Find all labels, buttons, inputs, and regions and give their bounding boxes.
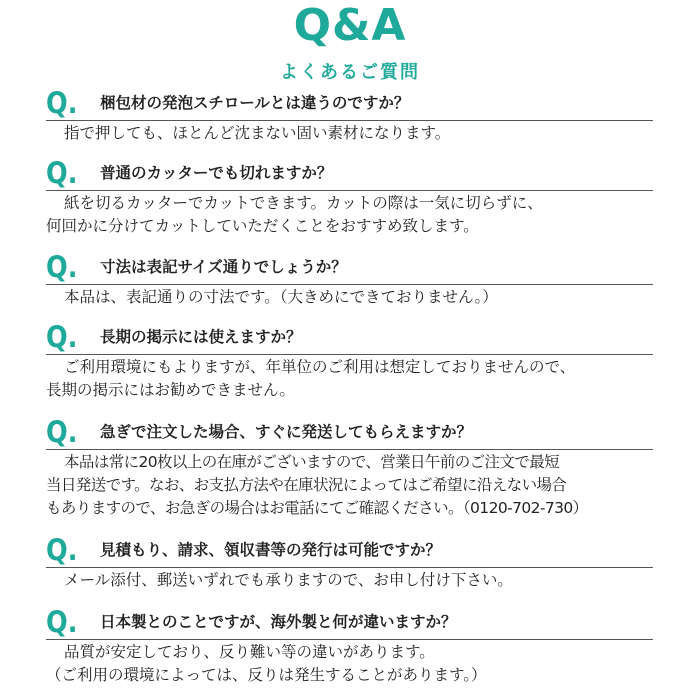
q-marker: Q. (46, 605, 78, 639)
answer-line: 品質が安定しており、反り難い等の違いがあります。 (64, 643, 435, 661)
question-text: 見積もり、請求、領収書等の発行は可能ですか？ (100, 541, 442, 559)
answer-text (46, 356, 696, 402)
answer-line: 何回かに分けてカットしていただくことをおすすめ致します。 (46, 217, 479, 235)
question-row (0, 250, 700, 284)
answer-text (46, 569, 696, 592)
question-row (0, 156, 700, 190)
divider (46, 190, 653, 191)
divider (46, 120, 653, 121)
page-subtitle: よくあるご質問 (280, 62, 420, 83)
question-text: 寸法は表記サイズ通りでしょうか？ (100, 258, 347, 276)
answer-line: 長期の掲示にはお勧めできません。 (46, 381, 295, 399)
question-row (0, 320, 700, 354)
question-text: 日本製とのことですが、海外製と何が違いますか？ (100, 613, 457, 631)
divider (46, 284, 653, 285)
answer-line: 本品は常に20枚以上の在庫がございますので、営業日午前のご注文で最短 (64, 453, 560, 471)
divider (46, 639, 653, 640)
answer-line: 本品は、表記通りの寸法です。（大きめにできておりません。） (64, 288, 498, 306)
question-text: 長期の掲示には使えますか？ (100, 328, 302, 346)
answer-line: （ご利用の環境によっては、反りは発生することがあります。） (46, 666, 487, 684)
answer-text (46, 641, 696, 687)
answer-text (46, 286, 696, 309)
answer-line: もありますので、お急ぎの場合はお電話にてご確認ください。（0120-702-730） (46, 499, 588, 517)
q-marker: Q. (46, 320, 78, 354)
q-marker: Q. (46, 415, 78, 449)
question-text: 普通のカッターでも切れますか？ (100, 164, 333, 182)
answer-line: ご利用環境にもよりますが、年単位のご利用は想定しておりませんので、 (64, 358, 576, 376)
question-row (0, 605, 700, 639)
q-marker: Q. (46, 156, 78, 190)
question-text: 梱包材の発泡スチロールとは違うのですか？ (100, 94, 410, 112)
answer-text (46, 451, 696, 520)
page-title: Q&A (293, 0, 407, 51)
divider (46, 567, 653, 568)
answer-text (46, 192, 696, 238)
question-row (0, 533, 700, 567)
answer-line: メール添付、郵送いずれでも承りますので、お申し付け下さい。 (64, 571, 513, 589)
divider (46, 449, 653, 450)
answer-line: 当日発送です。なお、お支払方法や在庫状況によってはご希望に沿えない場合 (46, 476, 567, 494)
q-marker: Q. (46, 533, 78, 567)
question-text: 急ぎで注文した場合、すぐに発送してもらえますか？ (100, 423, 473, 441)
answer-text (46, 122, 696, 145)
question-row (0, 86, 700, 120)
answer-line: 指で押しても、ほとんど沈まない固い素材になります。 (64, 124, 451, 142)
divider (46, 354, 653, 355)
answer-line: 紙を切るカッターでカットできます。カットの際は一気に切らずに、 (64, 194, 543, 212)
q-marker: Q. (46, 250, 78, 284)
q-marker: Q. (46, 86, 78, 120)
question-row (0, 415, 700, 449)
